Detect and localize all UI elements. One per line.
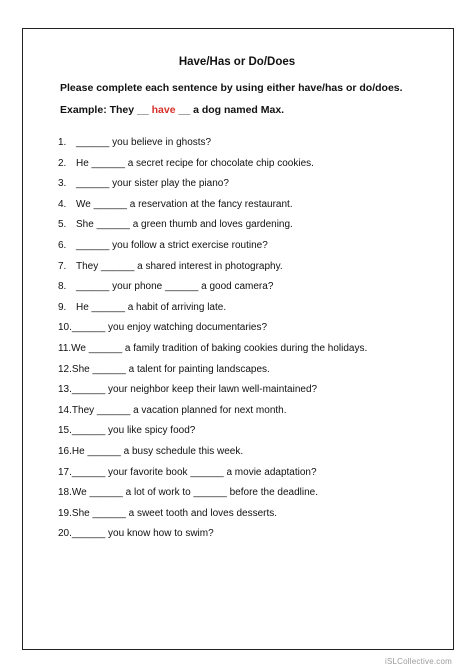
exercise-item [58, 467, 367, 488]
exercise-item [58, 364, 367, 385]
exercise-number: 5. [58, 219, 67, 231]
exercise-number: 17. [58, 466, 72, 478]
exercise-sentence: He ______ a busy schedule this week. [71, 445, 244, 457]
exercise-sentence: We ______ a reservation at the fancy restaurant. [76, 198, 293, 210]
exercise-number: 2. [58, 157, 67, 169]
exercise-item [58, 384, 367, 405]
worksheet-title: Have/Has or Do/Does [178, 56, 296, 68]
example-answer: have [151, 104, 176, 116]
exercise-item [58, 487, 367, 508]
exercise-number: 11. [58, 342, 72, 354]
exercise-number: 14. [58, 404, 72, 416]
exercise-number: 15. [58, 425, 72, 437]
exercise-item [58, 281, 367, 302]
exercise-item [58, 302, 367, 323]
watermark: iSLCollective.com [385, 657, 452, 666]
exercise-sentence: ______ your sister play the piano? [76, 178, 229, 190]
exercise-sentence: ______ you believe in ghosts? [76, 137, 212, 148]
exercise-sentence: They ______ a vacation planned for next month. [71, 404, 287, 416]
exercise-sentence: ______ your neighbor keep their lawn well-maintained? [71, 384, 318, 396]
exercise-sentence: He ______ a habit of arriving late. [76, 301, 227, 313]
exercise-item [58, 178, 367, 199]
exercise-sentence: ______ you follow a strict exercise routine? [76, 239, 268, 251]
exercise-item [58, 240, 367, 261]
exercise-sentence: ______ your phone ______ a good camera? [76, 281, 274, 293]
exercise-list [58, 137, 367, 549]
exercise-item [58, 343, 367, 364]
exercise-item [58, 528, 367, 549]
exercise-sentence: She ______ a talent for painting landscapes. [71, 363, 270, 375]
exercise-sentence: They ______ a shared interest in photography. [76, 260, 283, 272]
exercise-number: 19. [58, 507, 72, 519]
exercise-sentence: She ______ a green thumb and loves gardening. [76, 219, 293, 231]
exercise-number: 20. [58, 528, 72, 540]
exercise-number: 12. [58, 363, 72, 375]
exercise-item [58, 158, 367, 179]
exercise-sentence: She ______ a sweet tooth and loves desserts. [71, 507, 278, 519]
exercise-number: 9. [58, 301, 67, 313]
exercise-sentence: ______ your favorite book ______ a movie adaptation? [71, 466, 317, 478]
exercise-sentence: He ______ a secret recipe for chocolate chip cookies. [76, 157, 314, 169]
exercise-item [58, 137, 367, 158]
example-suffix: __ a dog named Max. [175, 104, 285, 116]
exercise-number: 3. [58, 178, 67, 190]
exercise-number: 18. [58, 487, 72, 499]
exercise-item [58, 508, 367, 529]
exercise-item [58, 199, 367, 220]
exercise-number: 1. [58, 137, 67, 148]
example-prefix: Example: They __ [60, 104, 152, 116]
exercise-item [58, 261, 367, 282]
exercise-sentence: ______ you know how to swim? [71, 528, 214, 540]
exercise-number: 10. [58, 322, 72, 334]
exercise-sentence: We ______ a family tradition of baking cookies during the holidays. [71, 342, 368, 354]
exercise-sentence: ______ you like spicy food? [71, 425, 196, 437]
exercise-item [58, 405, 367, 426]
exercise-number: 7. [58, 260, 67, 272]
exercise-sentence: ______ you enjoy watching documentaries? [71, 322, 268, 334]
exercise-number: 6. [58, 239, 67, 251]
exercise-number: 8. [58, 281, 67, 293]
exercise-number: 4. [58, 198, 67, 210]
exercise-item [58, 446, 367, 467]
exercise-number: 16. [58, 445, 72, 457]
exercise-item [58, 219, 367, 240]
example-sentence [60, 104, 284, 116]
exercise-sentence: We ______ a lot of work to ______ before the deadline. [71, 487, 319, 499]
exercise-item [58, 425, 367, 446]
exercise-item [58, 322, 367, 343]
exercise-number: 13. [58, 384, 72, 396]
instruction-text: Please complete each sentence by using either have/has or do/does. [60, 82, 403, 94]
